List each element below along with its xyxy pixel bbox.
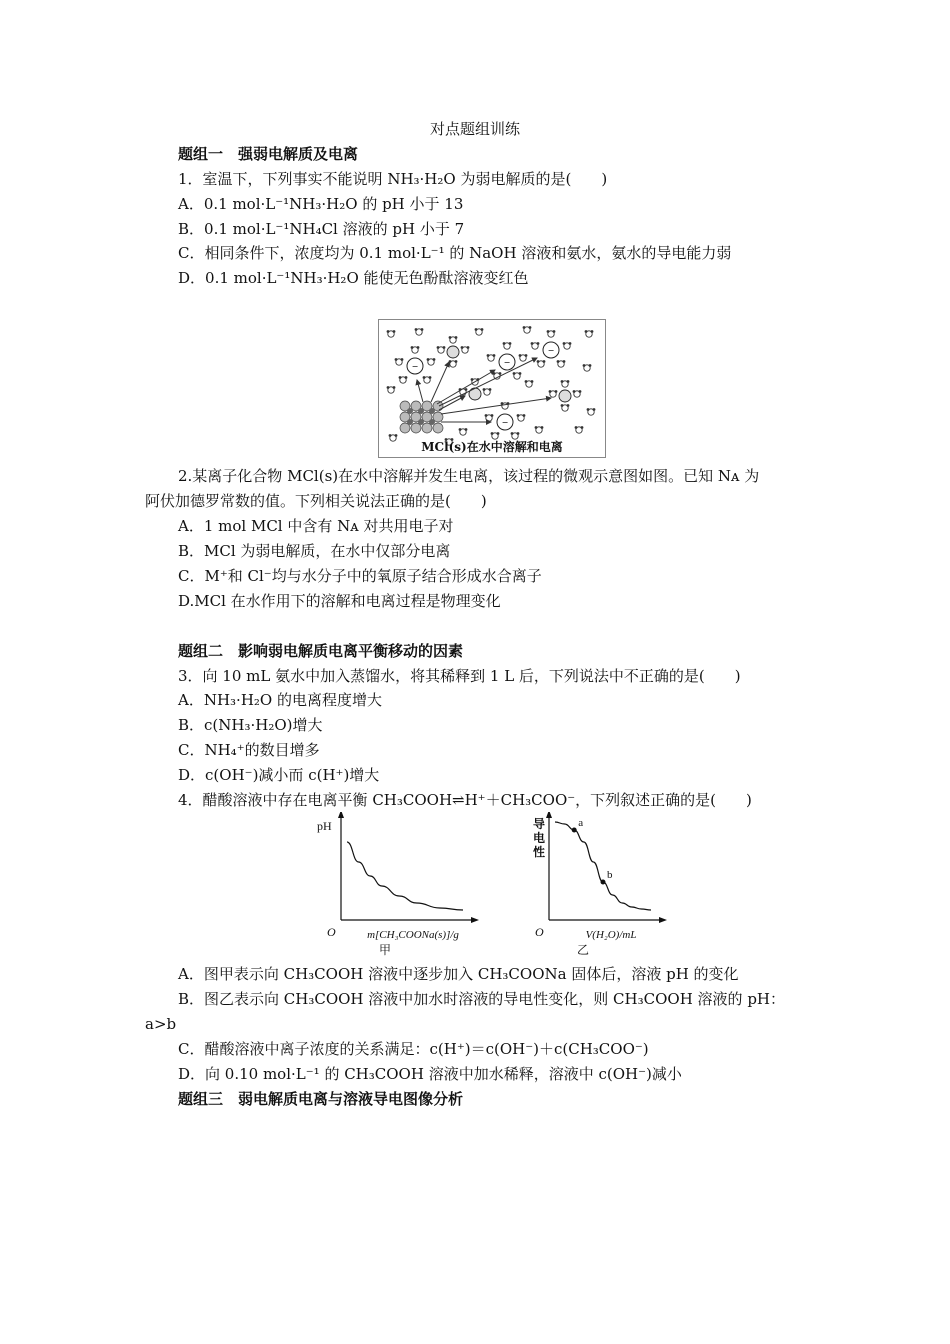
group2-name: 影响弱电解质电离平衡移动的因素 — [238, 642, 464, 660]
dissolution-figure-caption: MCl(s)在水中溶解和电离 — [421, 440, 563, 454]
data-curve — [555, 822, 651, 910]
data-curve — [347, 842, 463, 910]
q3-option-a: A．NH₃·H₂O 的电离程度增大 — [178, 691, 382, 709]
point-label-b: b — [607, 869, 613, 881]
hydrated-ion-6 — [485, 402, 526, 439]
point-b — [601, 880, 606, 885]
group3-label: 题组三 — [178, 1090, 224, 1108]
y-axis-arrow — [546, 812, 552, 818]
q1-stem: 1．室温下，下列事实不能说明 NH₃·H₂O 为弱电解质的是( ) — [178, 170, 608, 188]
q4-option-a: A．图甲表示向 CH₃COOH 溶液中逐步加入 CH₃COONa 固体后，溶液 pH 的变化 — [178, 965, 739, 983]
q1-option-b: B．0.1 mol·L⁻¹NH₄Cl 溶液的 pH 小于 7 — [178, 220, 465, 238]
svg-text:−: − — [501, 418, 509, 427]
page-title: 对点题组训练 — [429, 120, 520, 138]
q3-option-c: C．NH₄⁺的数目增多 — [178, 741, 320, 759]
chart-yi — [525, 812, 675, 962]
hydrated-ion-2 — [437, 336, 470, 367]
q4-option-b-line2: a>b — [145, 1015, 177, 1033]
point-label-a: a — [578, 817, 584, 829]
dissolution-figure — [378, 319, 606, 458]
q2-option-c: C．M⁺和 Cl⁻均与水分子中的氧原子结合形成水合离子 — [178, 567, 542, 585]
q4-option-b-line1: B．图乙表示向 CH₃COOH 溶液中加水时溶液的导电性变化，则 CH₃COOH 溶液的 pH： — [178, 990, 785, 1008]
q2-stem-line1: 2.某离子化合物 MCl(s)在水中溶解并发生电离，该过程的微观示意图如图。已知 Nᴀ 为 — [178, 467, 760, 485]
origin-label: O — [535, 925, 544, 939]
hydrated-ion-4 — [531, 330, 572, 367]
y-axis-arrow — [338, 812, 344, 818]
dissolution-illustration — [379, 320, 605, 457]
group2-label: 题组二 — [178, 642, 224, 660]
q4-option-c: C．醋酸溶液中离子浓度的关系满足：c(H⁺)＝c(OH⁻)＋c(CH₃COO⁻) — [178, 1040, 649, 1058]
x-axis-arrow — [471, 917, 479, 923]
group2-heading — [178, 641, 463, 661]
y-label: pH — [317, 819, 332, 833]
y-label-char: 性 — [533, 845, 546, 859]
x-axis-arrow — [659, 917, 667, 923]
x-label: V(H₂O)/mL — [585, 929, 637, 941]
group3-heading — [178, 1089, 463, 1109]
crystal-lattice — [400, 401, 443, 433]
q2-stem-line2: 阿伏加德罗常数的值。下列相关说法正确的是( ) — [145, 492, 487, 510]
q4-option-d: D．向 0.10 mol·L⁻¹ 的 CH₃COOH 溶液中加水稀释，溶液中 c(OH⁻)减小 — [178, 1065, 682, 1083]
hydrated-ion-3 — [487, 342, 528, 379]
origin-label: O — [327, 925, 336, 939]
group1-label: 题组一 — [178, 145, 224, 163]
svg-text:−: − — [547, 346, 555, 355]
y-label-char: 导 — [533, 817, 546, 831]
group3-name: 弱电解质电离与溶液导电图像分析 — [238, 1090, 464, 1108]
q2-option-d: D.MCl 在水作用下的溶解和电离过程是物理变化 — [178, 592, 501, 610]
q1-option-c: C．相同条件下，浓度均为 0.1 mol·L⁻¹ 的 NaOH 溶液和氨水，氨水的导电能力弱 — [178, 244, 732, 262]
point-a — [572, 828, 577, 833]
q1-option-d: D．0.1 mol·L⁻¹NH₃·H₂O 能使无色酚酞溶液变红色 — [178, 269, 529, 287]
hydrated-ion-5 — [549, 380, 582, 411]
q3-option-d: D．c(OH⁻)减小而 c(H⁺)增大 — [178, 766, 380, 784]
q3-option-b: B．c(NH₃·H₂O)增大 — [178, 716, 323, 734]
q1-option-a: A．0.1 mol·L⁻¹NH₃·H₂O 的 pH 小于 13 — [178, 195, 464, 213]
q2-option-b: B．MCl 为弱电解质，在水中仅部分电离 — [178, 542, 451, 560]
chart-jia — [315, 812, 490, 962]
q4-stem: 4．醋酸溶液中存在电离平衡 CH₃COOH⇌H⁺＋CH₃COO⁻，下列叙述正确的是( ) — [178, 791, 752, 809]
group1-name: 强弱电解质及电离 — [238, 145, 359, 163]
group1-heading — [178, 144, 358, 164]
q3-stem: 3．向 10 mL 氨水中加入蒸馏水，将其稀释到 1 L 后，下列说法中不正确的是( ) — [178, 667, 741, 685]
x-label: m[CH₃COONa(s)]/g — [367, 929, 459, 941]
svg-text:−: − — [503, 358, 511, 367]
hydrated-ion-1 — [395, 346, 436, 383]
svg-text:−: − — [411, 362, 419, 371]
q2-option-a: A．1 mol MCl 中含有 Nᴀ 对共用电子对 — [178, 517, 454, 535]
y-label-char: 电 — [533, 831, 546, 845]
chart-title: 乙 — [576, 943, 590, 957]
chart-title: 甲 — [378, 943, 392, 957]
